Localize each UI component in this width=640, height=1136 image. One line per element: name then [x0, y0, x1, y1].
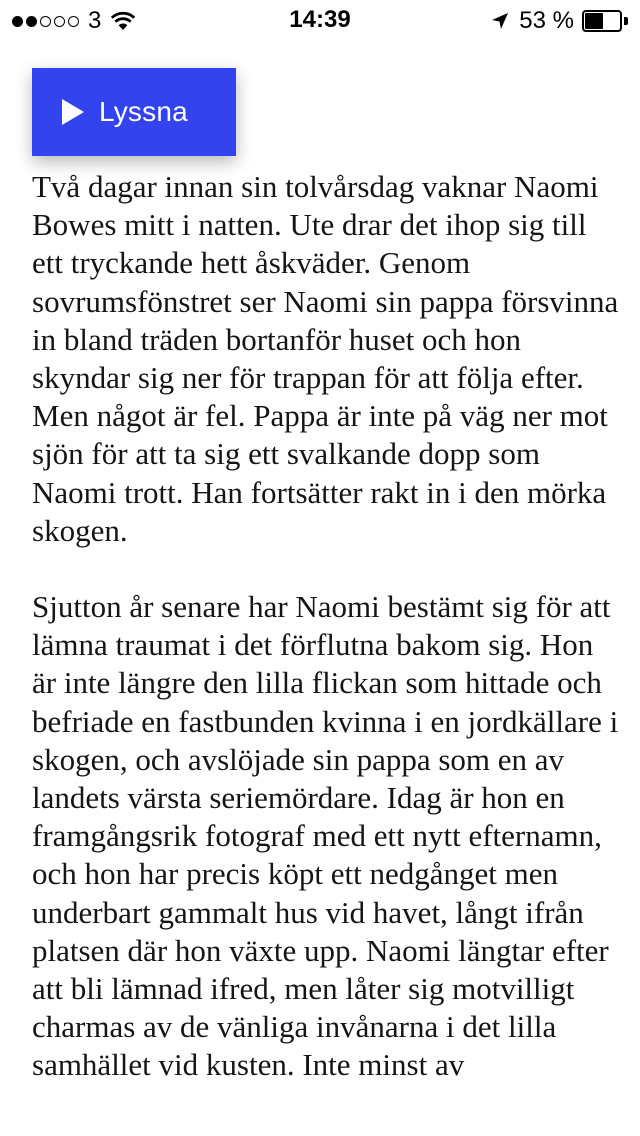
listen-button[interactable]: [32, 68, 236, 156]
battery-fill: [585, 13, 603, 29]
battery-percent: 53 %: [519, 7, 574, 34]
article-paragraph: Sjutton år senare har Naomi bestämt sig för att lämna traumat i det förflutna bakom sig. Hon är inte längre den lilla flickan som hittade och befriade en fastbunden kvinna i en jordkällare i skogen, och avslöjade sin pappa som en av landets värsta seriemördare. Idag är hon en framgångsrik fotograf med ett nytt efternamn, och hon har precis köpt ett nedgånget men underbart gammalt hus vid havet, långt ifrån platsen där hon växte upp. Naomi längtar efter att bli lämnad ifred, men låter sig motvilligt charmas av de vänliga invånarna i det lilla samhället vid kusten. Inte minst av: [32, 589, 619, 1083]
battery-icon: [582, 10, 628, 32]
status-bar: [0, 0, 640, 40]
article-body: [32, 168, 622, 1085]
play-icon: [62, 99, 84, 125]
location-arrow-icon: [491, 12, 509, 30]
status-bar-right: [491, 8, 628, 34]
status-time: 14:39: [289, 6, 351, 33]
listen-button-label: Lyssna: [99, 96, 188, 127]
battery-tip: [624, 17, 628, 25]
carrier-name: 3: [88, 7, 102, 34]
article-paragraph: Två dagar innan sin tolvårsdag vaknar Naomi Bowes mitt i natten. Ute drar det ihop sig till ett tryckande hett åskväder. Genom sovrumsfönstret ser Naomi sin pappa försvinna in bland träden bortanför huset och hon skyndar sig ner för trappan för att följa efter. Men något är fel. Pappa är inte på väg ner mot sjön för att ta sig ett svalkande dopp som Naomi trott. Han fortsätter rakt in i den mörka skogen.: [32, 169, 619, 548]
